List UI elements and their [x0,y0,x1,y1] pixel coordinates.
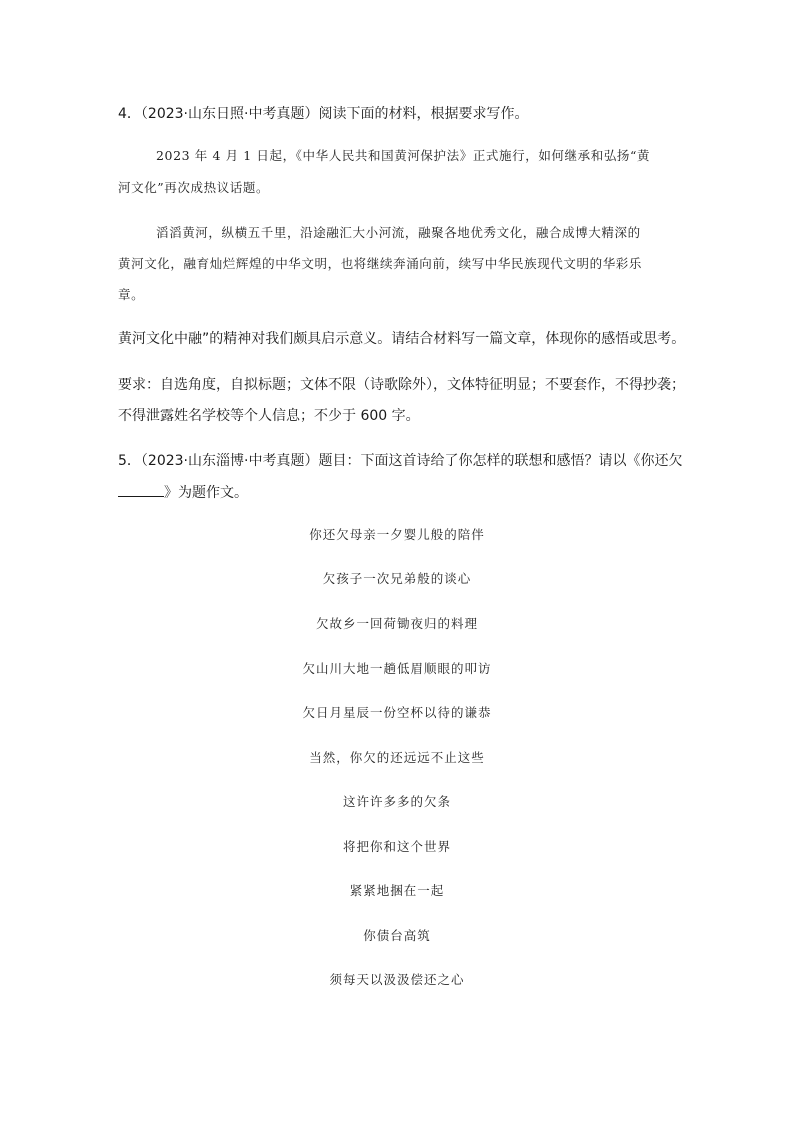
poem-line: 紧紧地捆在一起 [349,883,445,898]
poem-line: 这许许多多的欠条 [342,794,451,809]
q4-instruction: 黄河文化中融”的精神对我们颇具启示意义。请结合材料写一篇文章，体现你的感悟或思考。 [118,331,686,347]
q5-source: （2023·山东淄博·中考真题） [140,453,319,469]
q4-requirement-line2: 不得泄露姓名学校等个人信息；不少于 600 字。 [118,408,420,424]
poem-line: 须每天以汲汲偿还之心 [329,972,465,987]
q4-number: 4． [118,106,141,122]
poem-line: 你还欠母亲一夕婴儿般的陪伴 [309,527,485,542]
q4-material-p1-line2: 河文化”再次成热议话题。 [118,180,270,195]
poem-line: 欠山川大地一趟低眉顺眼的叩访 [302,661,492,676]
q5-prompt: 题目：下面这首诗给了你怎样的联想和感悟？请以《你还欠 [318,453,683,469]
poem-line: 当然，你欠的还远远不止这些 [309,750,485,765]
poem-line: 欠日月星辰一份空杯以待的谦恭 [302,705,492,720]
q4-material-p2-line1: 滔滔黄河，纵横五千里，沿途融汇大小河流，融聚各地优秀文化，融合成博大精深的 [156,225,641,240]
q4-material-p1-line1: 2023 年 4 月 1 日起，《中华人民共和国黄河保护法》正式施行，如何继承和弘扬“黄 [156,148,651,163]
q4-requirement-line1: 要求：自选角度，自拟标题；文体不限（诗歌除外），文体特征明显；不要套作，不得抄袭； [118,377,685,393]
q4-material-p2-line2: 黄河文化，融育灿烂辉煌的中华文明，也将继续奔涌向前，续写中华民族现代文明的华彩乐 [118,256,643,271]
q4-prompt: 阅读下面的材料，根据要求写作。 [318,106,529,122]
q4-source: （2023·山东日照·中考真题） [140,106,319,122]
q4-material-p2-line3: 章。 [118,287,145,302]
poem-line: 将把你和这个世界 [342,839,451,854]
q5-heading [118,451,682,471]
title-blank [118,482,164,497]
poem-line: 你债台高筑 [363,928,431,943]
q4-heading [118,104,528,124]
q5-title-end: 》为题作文。 [164,485,248,501]
q5-title-line [118,482,248,503]
poem-line: 欠孩子一次兄弟般的谈心 [322,571,472,586]
poem-line: 欠故乡一回荷锄夜归的料理 [315,616,478,631]
q5-number: 5． [118,453,141,469]
